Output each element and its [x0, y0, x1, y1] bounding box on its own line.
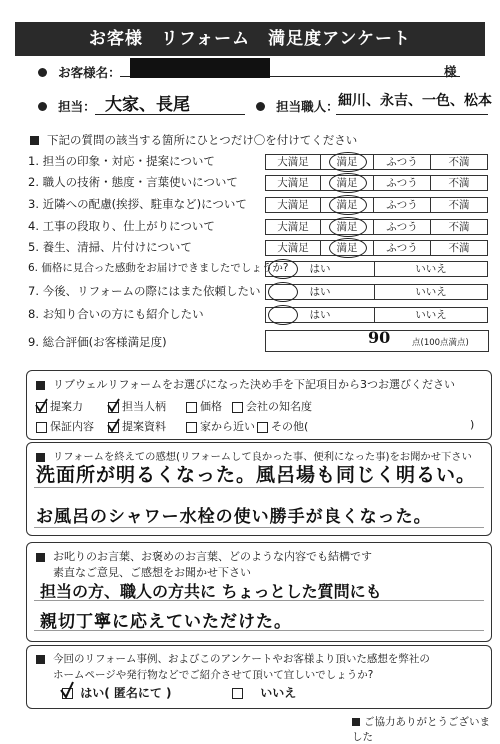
question-6: 6. 価格に見合った感動をお届けできましたでしょうか? [28, 262, 289, 274]
choice-group-7 [265, 284, 488, 300]
question-7: 7. 今後、リフォームの際にはまた依頼したい [28, 284, 261, 298]
checkmark-icon [107, 418, 121, 433]
overall-question: 9. 総合評価(お客様満足度) [28, 335, 167, 349]
overall-value: 90 [368, 328, 391, 347]
selected-circle-icon [329, 173, 367, 193]
checkbox[interactable] [257, 422, 268, 433]
consent-no[interactable] [232, 684, 296, 701]
craftsmen-line [336, 114, 488, 115]
consent-heading-2: ホームページや発行物などでご紹介させて頂いて宜しいでしょうか? [53, 669, 374, 681]
decision-heading-text: リブウェルリフォームをお選びになった決め手を下記項目から3つお選びください [53, 378, 456, 391]
footer-thanks [352, 714, 500, 744]
customer-row [38, 62, 121, 81]
decision-option[interactable] [36, 418, 94, 434]
impressions-heading-text: リフォームを終えての感想(リフォームして良かった事、便利になった事)をお聞かせ下さい [53, 451, 472, 463]
square-bullet-icon [36, 553, 45, 562]
choice-option[interactable]: 満足 [321, 154, 374, 170]
choice-option[interactable]: 不満 [431, 175, 488, 191]
customer-suffix: 様 [444, 64, 457, 79]
staff-row [38, 96, 96, 115]
choice-option[interactable]: はい [265, 307, 375, 323]
checkbox-yes[interactable] [62, 688, 73, 699]
choice-option[interactable]: ふつう [374, 197, 431, 213]
customer-label: お客様名： [58, 65, 121, 80]
checkbox[interactable] [232, 402, 243, 413]
feedback-heading-2: 素直なご意見、ご感想をお聞かせ下さい [53, 566, 251, 579]
checkmark-icon [59, 681, 75, 699]
decision-option-label: 家から近い [200, 420, 255, 433]
choice-group-3 [265, 197, 488, 213]
decision-option[interactable] [108, 398, 166, 414]
decision-option[interactable] [186, 418, 255, 434]
feedback-heading-1-text: お叱りのお言葉、お褒めのお言葉、どのような内容でも結構です [53, 550, 372, 563]
consent-yes-label: はい( 匿名にて ) [80, 686, 172, 700]
decision-option-label: 提案力 [50, 400, 83, 413]
redacted-name [130, 58, 270, 78]
question-5: 5. 養生、清掃、片付けについて [28, 240, 192, 254]
choice-group-5 [265, 240, 488, 256]
consent-yes[interactable] [62, 684, 172, 701]
overall-unit: 点(100点満点) [412, 338, 469, 348]
selected-circle-icon [329, 152, 367, 172]
survey-intro [30, 132, 357, 148]
decision-option[interactable] [232, 398, 312, 414]
decision-option-label: 保証内容 [50, 420, 94, 433]
choice-group-6 [265, 261, 488, 277]
question-4: 4. 工事の段取り、仕上がりについて [28, 219, 215, 233]
choice-option[interactable]: 大満足 [265, 197, 321, 213]
survey-intro-text: 下記の質問の該当する箇所にひとつだけ〇を付けてください [47, 133, 358, 147]
decision-option[interactable] [257, 418, 308, 434]
choice-option[interactable]: 不満 [431, 197, 488, 213]
survey-title: お客様 リフォーム 満足度アンケート [15, 22, 485, 56]
decision-option-label: 価格 [200, 400, 222, 413]
question-1: 1. 担当の印象・対応・提案について [28, 154, 215, 168]
square-bullet-icon [36, 381, 45, 390]
staff-value: 大家、長尾 [105, 95, 190, 115]
bullet-icon [256, 102, 265, 111]
decision-option-label: 会社の知名度 [246, 400, 312, 413]
selected-circle-icon [268, 305, 298, 325]
consent-no-label: いいえ [260, 686, 297, 700]
choice-option[interactable]: いいえ [375, 261, 488, 277]
checkmark-icon [35, 398, 49, 413]
decision-option[interactable] [186, 398, 222, 414]
choice-option[interactable]: 不満 [431, 219, 488, 235]
choice-option[interactable]: 大満足 [265, 175, 321, 191]
decision-option[interactable] [36, 398, 83, 414]
choice-option[interactable]: 満足 [321, 197, 374, 213]
choice-option[interactable]: 大満足 [265, 154, 321, 170]
choice-option[interactable]: いいえ [375, 284, 488, 300]
decision-option-label: 提案資料 [122, 420, 166, 433]
footer-text: ご協力ありがとうございました [352, 716, 490, 743]
craftsmen-label: 担当職人： [276, 99, 339, 114]
checkbox[interactable] [186, 422, 197, 433]
selected-circle-icon [329, 238, 367, 258]
choice-option[interactable]: いいえ [375, 307, 488, 323]
choice-group-1 [265, 154, 488, 170]
choice-option[interactable]: ふつう [374, 154, 431, 170]
feedback-line-1: 担当の方、職人の方共に ちょっとした質問にも [40, 582, 382, 601]
decision-option-label: その他( [271, 420, 309, 433]
choice-option[interactable]: ふつう [374, 240, 431, 256]
feedback-heading-1 [36, 548, 372, 564]
question-3: 3. 近隣への配慮(挨拶、駐車など)について [28, 197, 247, 211]
checkbox[interactable] [108, 402, 119, 413]
selected-circle-icon [329, 217, 367, 237]
feedback-line-2: 親切丁寧に応えていただけた。 [40, 612, 292, 632]
choice-option[interactable]: 不満 [431, 154, 488, 170]
square-bullet-icon [352, 718, 360, 726]
square-bullet-icon [30, 136, 39, 145]
checkbox-no[interactable] [232, 688, 243, 699]
checkbox[interactable] [186, 402, 197, 413]
selected-circle-icon [268, 282, 298, 302]
craftsmen-value: 細川、永吉、一色、松本 [338, 93, 492, 109]
choice-option[interactable]: はい [265, 284, 375, 300]
choice-option[interactable]: ふつう [374, 175, 431, 191]
decision-option-label: 担当人柄 [122, 400, 166, 413]
ruled-line [34, 527, 484, 528]
checkbox[interactable] [108, 422, 119, 433]
consent-heading-1-text: 今回のリフォーム事例、およびこのアンケートやお客様より頂いた感想を弊社の [53, 653, 430, 665]
choice-option[interactable]: 大満足 [265, 219, 321, 235]
selected-circle-icon [329, 195, 367, 215]
square-bullet-icon [36, 655, 45, 664]
question-8: 8. お知り合いの方にも紹介したい [28, 307, 204, 321]
impression-line-2: お風呂のシャワー水栓の使い勝手が良くなった。 [36, 507, 432, 527]
choice-group-4 [265, 219, 488, 235]
bullet-icon [38, 102, 47, 111]
checkbox[interactable] [36, 402, 47, 413]
bullet-icon [38, 68, 47, 77]
question-2: 2. 職人の技術・態度・言葉使いについて [28, 175, 238, 189]
choice-option[interactable]: はい [265, 261, 375, 277]
staff-line [95, 114, 245, 115]
choice-option[interactable]: 満足 [321, 175, 374, 191]
impression-line-1: 洗面所が明るくなった。風呂場も同じく明るい。 [36, 464, 477, 486]
choice-group-2 [265, 175, 488, 191]
choice-option[interactable]: ふつう [374, 219, 431, 235]
choice-option[interactable]: 不満 [431, 240, 488, 256]
decision-heading [36, 376, 455, 392]
decision-option[interactable] [108, 418, 166, 434]
checkbox[interactable] [36, 422, 47, 433]
consent-heading-1 [36, 651, 430, 666]
choice-option[interactable]: 満足 [321, 240, 374, 256]
selected-circle-icon [268, 259, 298, 279]
staff-label: 担当： [58, 99, 96, 114]
choice-group-8 [265, 307, 488, 323]
choice-option[interactable]: 満足 [321, 219, 374, 235]
craftsmen-row [256, 96, 339, 115]
checkmark-icon [107, 398, 121, 413]
ruled-line [34, 487, 484, 488]
choice-option[interactable]: 大満足 [265, 240, 321, 256]
other-close-paren: ) [470, 418, 475, 431]
